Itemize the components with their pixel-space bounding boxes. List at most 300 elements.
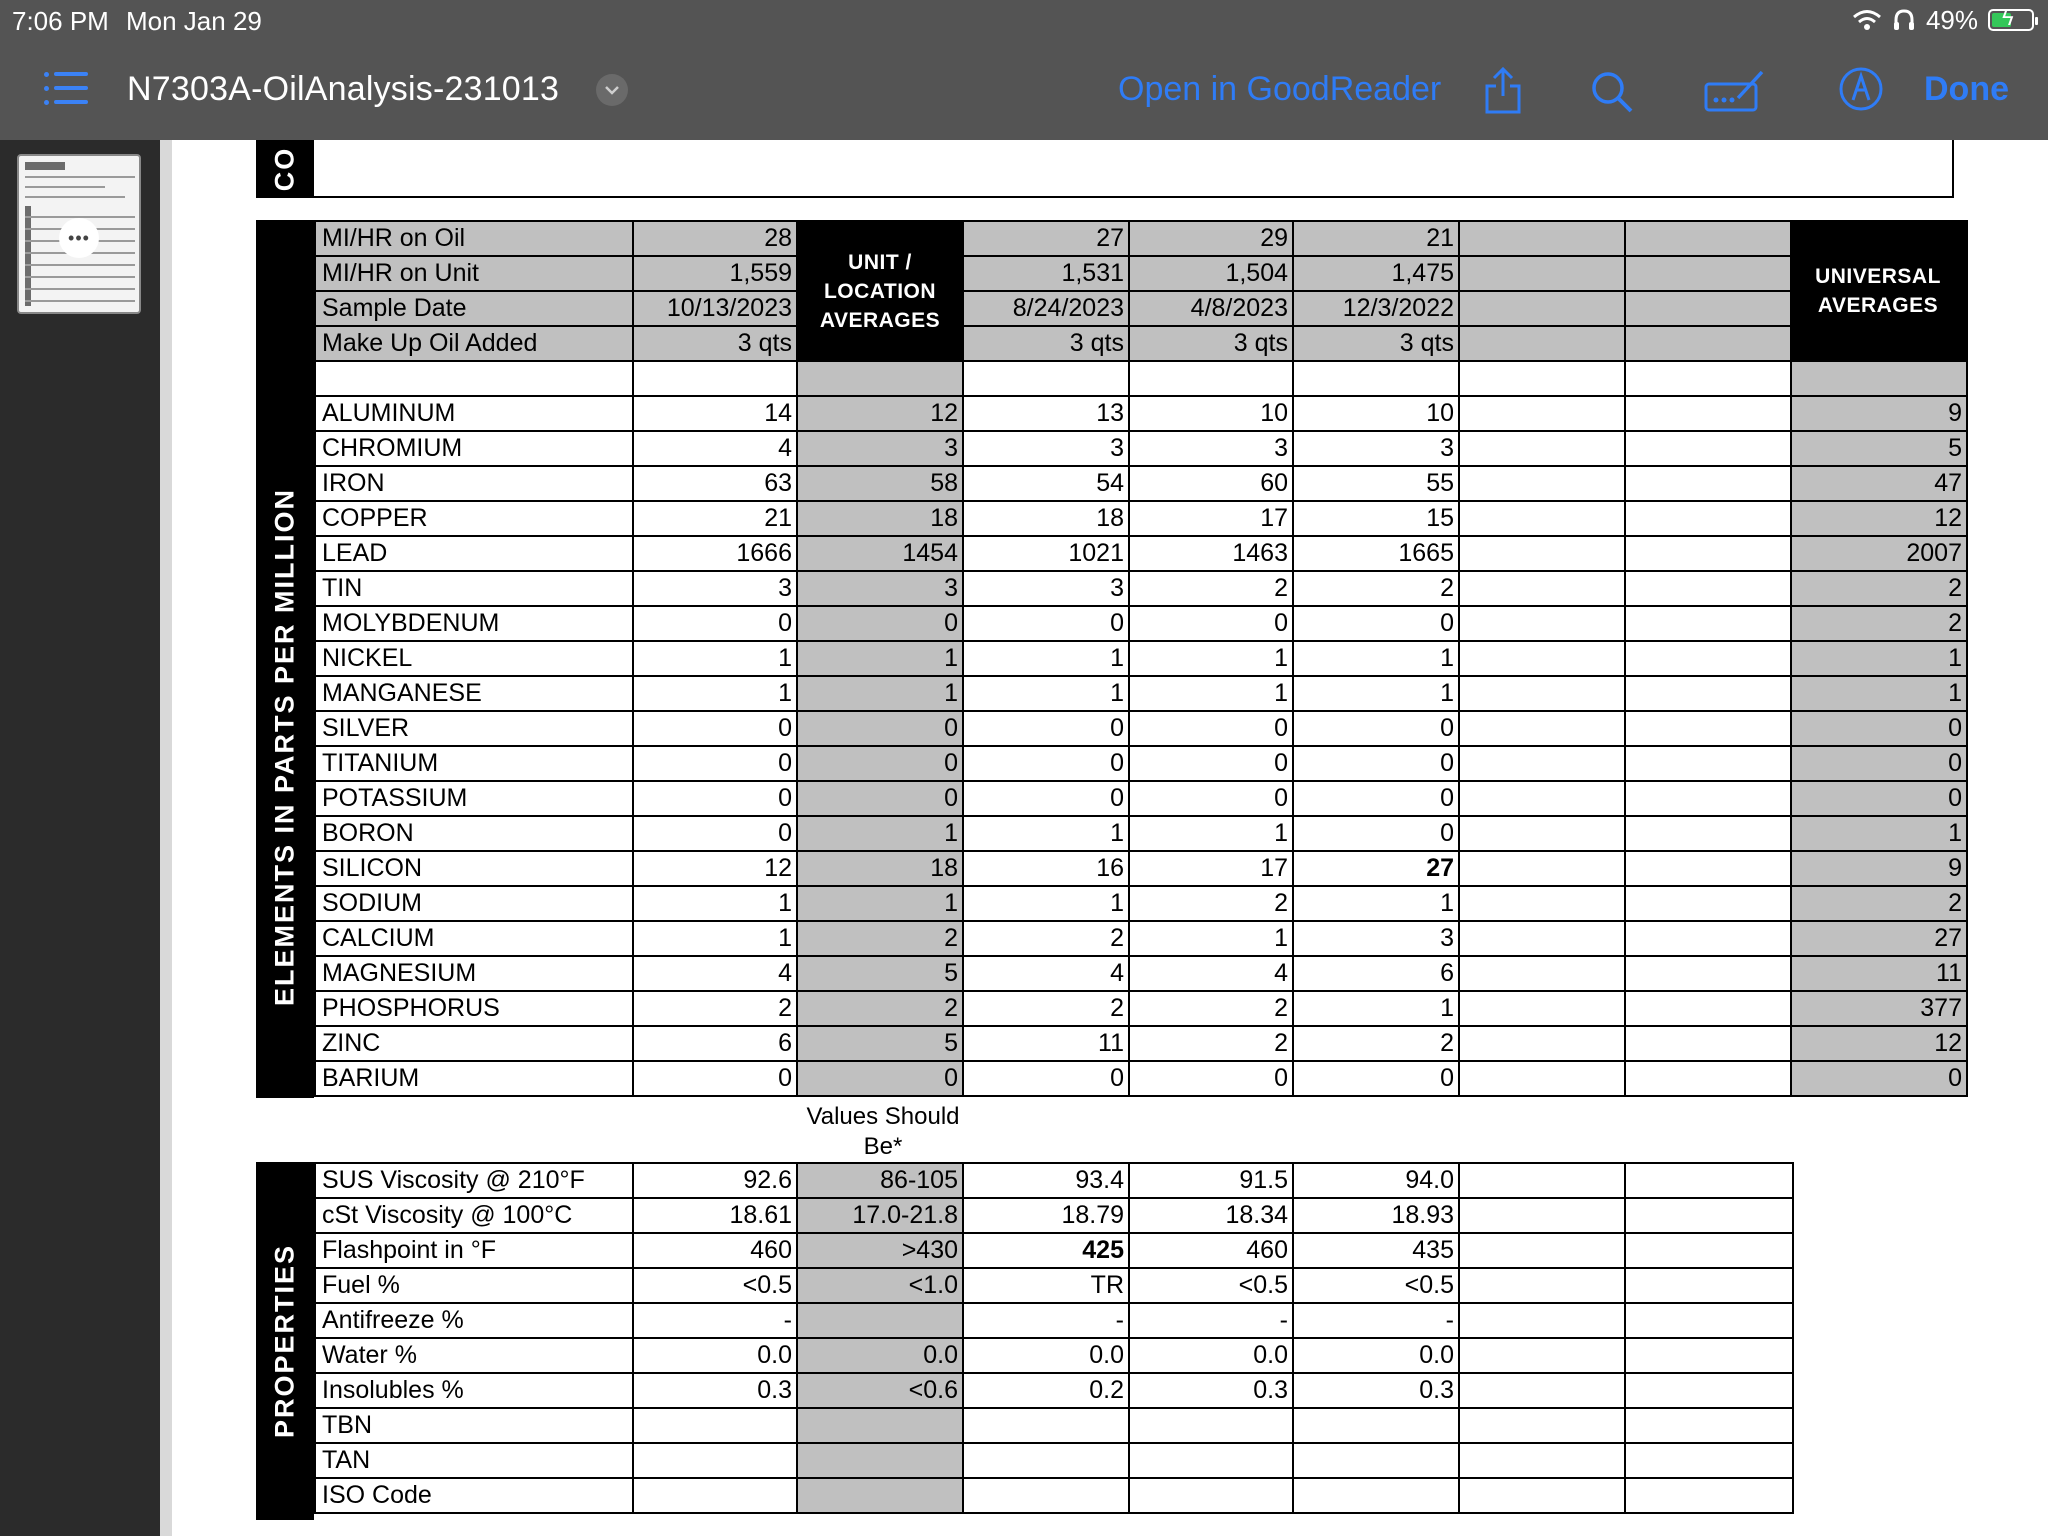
element-name: CALCIUM: [315, 921, 633, 956]
status-date: Mon Jan 29: [126, 6, 262, 36]
history-value: [1459, 606, 1625, 641]
element-name: COPPER: [315, 501, 633, 536]
history-value: [1459, 1268, 1625, 1303]
history-cell: 12/3/2022: [1293, 291, 1459, 326]
header-row: [315, 291, 1967, 326]
properties-table: [314, 1162, 1794, 1514]
history-value: 0: [1129, 781, 1293, 816]
current-value: 14: [633, 396, 797, 431]
element-row: [315, 396, 1967, 431]
universal-average-value: 377: [1791, 991, 1967, 1026]
history-value: 18.34: [1129, 1198, 1293, 1233]
empty-cell: [315, 361, 633, 396]
history-value: [1459, 886, 1625, 921]
history-value: [1459, 431, 1625, 466]
history-value: [1625, 816, 1791, 851]
row-label: Sample Date: [315, 291, 633, 326]
property-name: Water %: [315, 1338, 633, 1373]
header-row: [315, 221, 1967, 256]
history-value: [1459, 1338, 1625, 1373]
universal-average-value: 1: [1791, 816, 1967, 851]
history-value: [1293, 1443, 1459, 1478]
empty-cell: [963, 361, 1129, 396]
history-cell: 1,504: [1129, 256, 1293, 291]
history-value: [1459, 1061, 1625, 1096]
property-name: ISO Code: [315, 1478, 633, 1513]
element-row: [315, 431, 1967, 466]
history-value: 0.0: [963, 1338, 1129, 1373]
history-value: [1459, 466, 1625, 501]
history-value: [963, 1443, 1129, 1478]
property-name: TBN: [315, 1408, 633, 1443]
history-value: [1459, 781, 1625, 816]
empty-cell: [797, 361, 963, 396]
element-row: [315, 466, 1967, 501]
current-value: 0: [633, 816, 797, 851]
history-value: [1459, 746, 1625, 781]
unit-average-value: 5: [797, 1026, 963, 1061]
unit-average-value: 3: [797, 431, 963, 466]
unit-average-value: 2: [797, 921, 963, 956]
history-value: 0: [1293, 606, 1459, 641]
history-value: 1665: [1293, 536, 1459, 571]
history-value: [1625, 606, 1791, 641]
element-row: [315, 606, 1967, 641]
history-value: [1459, 991, 1625, 1026]
history-value: [1625, 536, 1791, 571]
history-value: 91.5: [1129, 1163, 1293, 1198]
values-should-be-note: Values Should Be*: [806, 1103, 960, 1160]
charging-bolt-icon: ϟ: [2002, 5, 2014, 30]
history-value: 2: [1293, 571, 1459, 606]
unit-average-value: 1454: [797, 536, 963, 571]
open-in-goodreader-button[interactable]: Open in GoodReader: [1118, 70, 1442, 108]
element-row: [315, 781, 1967, 816]
row-label: Make Up Oil Added: [315, 326, 633, 361]
should-be-value: >430: [797, 1233, 963, 1268]
history-value: [1625, 956, 1791, 991]
current-value: <0.5: [633, 1268, 797, 1303]
status-indicators: [1852, 4, 2034, 36]
history-value: 17: [1129, 851, 1293, 886]
history-value: [1459, 641, 1625, 676]
element-row: [315, 956, 1967, 991]
spacer-row: [315, 361, 1967, 396]
empty-cell: [633, 361, 797, 396]
universal-average-value: 0: [1791, 781, 1967, 816]
chevron-down-icon[interactable]: [596, 74, 628, 106]
element-row: [315, 536, 1967, 571]
current-value: 1: [633, 641, 797, 676]
wifi-icon: [1852, 8, 1882, 32]
top-bar: [0, 0, 2048, 140]
history-value: 55: [1293, 466, 1459, 501]
history-value: -: [1293, 1303, 1459, 1338]
history-value: [1625, 1303, 1793, 1338]
element-name: MAGNESIUM: [315, 956, 633, 991]
history-value: [1129, 1408, 1293, 1443]
history-value: 94.0: [1293, 1163, 1459, 1198]
universal-average-value: 12: [1791, 1026, 1967, 1061]
history-value: 17: [1129, 501, 1293, 536]
element-row: [315, 571, 1967, 606]
battery-icon: [1988, 5, 2034, 31]
property-row: [315, 1338, 1793, 1373]
element-row: [315, 746, 1967, 781]
page-thumbnail[interactable]: [17, 154, 141, 314]
done-button[interactable]: Done: [1924, 70, 2009, 108]
history-value: [1459, 1198, 1625, 1233]
share-icon[interactable]: [1482, 66, 1524, 116]
history-value: 3: [1129, 431, 1293, 466]
element-name: MANGANESE: [315, 676, 633, 711]
header-row: [315, 256, 1967, 291]
property-row: [315, 1443, 1793, 1478]
history-value: [1625, 1443, 1793, 1478]
history-value: 1: [1129, 921, 1293, 956]
history-value: 1: [963, 641, 1129, 676]
unit-average-value: 0: [797, 606, 963, 641]
current-value: 0.0: [633, 1338, 797, 1373]
header-row: [315, 326, 1967, 361]
property-row: [315, 1268, 1793, 1303]
history-value: 4: [1129, 956, 1293, 991]
should-be-value: 0.0: [797, 1338, 963, 1373]
empty-cell: [1459, 361, 1625, 396]
element-name: BORON: [315, 816, 633, 851]
property-name: TAN: [315, 1443, 633, 1478]
history-value: 1: [1293, 886, 1459, 921]
history-value: 2: [963, 921, 1129, 956]
history-value: 54: [963, 466, 1129, 501]
thumbnail-sidebar: [0, 140, 160, 1536]
current-value: 1666: [633, 536, 797, 571]
unit-average-value: 58: [797, 466, 963, 501]
history-value: [1459, 501, 1625, 536]
unit-average-value: 0: [797, 711, 963, 746]
search-icon[interactable]: [1590, 70, 1634, 114]
history-cell: 8/24/2023: [963, 291, 1129, 326]
current-value: 0: [633, 606, 797, 641]
current-value: 63: [633, 466, 797, 501]
universal-averages-header: UNIVERSAL AVERAGES: [1790, 220, 1966, 362]
history-value: 3: [1293, 921, 1459, 956]
history-value: 2: [1293, 1026, 1459, 1061]
history-value: 425: [963, 1233, 1129, 1268]
properties-section-label: PROPERTIES: [256, 1162, 314, 1520]
history-value: [1625, 1163, 1793, 1198]
history-value: 0.3: [1129, 1373, 1293, 1408]
history-value: 1: [1129, 641, 1293, 676]
element-name: NICKEL: [315, 641, 633, 676]
history-value: [1459, 711, 1625, 746]
history-value: [1129, 1478, 1293, 1513]
status-time: 7:06 PM: [12, 6, 109, 36]
history-value: [1625, 466, 1791, 501]
universal-average-value: 47: [1791, 466, 1967, 501]
should-be-value: [797, 1303, 963, 1338]
current-sample-cell: 1,559: [633, 256, 797, 291]
history-value: [1625, 571, 1791, 606]
element-name: CHROMIUM: [315, 431, 633, 466]
history-cell: 27: [963, 221, 1129, 256]
history-value: [1459, 1026, 1625, 1061]
property-name: Flashpoint in °F: [315, 1233, 633, 1268]
history-value: [1459, 1163, 1625, 1198]
history-value: 3: [963, 571, 1129, 606]
property-row: [315, 1198, 1793, 1233]
history-value: -: [963, 1303, 1129, 1338]
history-value: [1625, 851, 1791, 886]
current-value: 18.61: [633, 1198, 797, 1233]
history-cell: 21: [1293, 221, 1459, 256]
element-row: [315, 886, 1967, 921]
current-value: 12: [633, 851, 797, 886]
history-value: 0: [1293, 746, 1459, 781]
history-value: 3: [1293, 431, 1459, 466]
element-name: LEAD: [315, 536, 633, 571]
current-value: 0: [633, 746, 797, 781]
history-value: 10: [1129, 396, 1293, 431]
history-cell: [1459, 221, 1625, 256]
history-value: 1021: [963, 536, 1129, 571]
markup-icon[interactable]: [1704, 68, 1768, 112]
history-value: [1459, 1408, 1625, 1443]
universal-average-value: 11: [1791, 956, 1967, 991]
unit-average-value: 1: [797, 816, 963, 851]
history-value: 6: [1293, 956, 1459, 991]
history-cell: 29: [1129, 221, 1293, 256]
universal-average-value: 2: [1791, 886, 1967, 921]
universal-average-value: 12: [1791, 501, 1967, 536]
universal-average-value: 0: [1791, 1061, 1967, 1096]
current-value: 0.3: [633, 1373, 797, 1408]
history-value: [1459, 676, 1625, 711]
should-be-value: [797, 1408, 963, 1443]
history-cell: 3 qts: [963, 326, 1129, 361]
element-name: PHOSPHORUS: [315, 991, 633, 1026]
history-value: 93.4: [963, 1163, 1129, 1198]
history-value: [1625, 921, 1791, 956]
element-row: [315, 1061, 1967, 1096]
history-value: [1625, 1198, 1793, 1233]
universal-average-value: 9: [1791, 396, 1967, 431]
history-value: [1625, 1338, 1793, 1373]
history-value: 16: [963, 851, 1129, 886]
history-value: -: [1129, 1303, 1293, 1338]
history-cell: [1625, 221, 1791, 256]
history-value: 1: [963, 816, 1129, 851]
should-be-value: [797, 1478, 963, 1513]
history-value: <0.5: [1129, 1268, 1293, 1303]
element-name: SILICON: [315, 851, 633, 886]
history-value: 1463: [1129, 536, 1293, 571]
current-value: -: [633, 1303, 797, 1338]
history-value: 11: [963, 1026, 1129, 1061]
history-value: 0: [1293, 711, 1459, 746]
current-value: 4: [633, 956, 797, 991]
history-value: 0: [1129, 606, 1293, 641]
element-name: IRON: [315, 466, 633, 501]
unit-average-value: 1: [797, 641, 963, 676]
element-name: BARIUM: [315, 1061, 633, 1096]
history-value: 435: [1293, 1233, 1459, 1268]
history-value: [1459, 1373, 1625, 1408]
history-value: TR: [963, 1268, 1129, 1303]
elements-section-label: ELEMENTS IN PARTS PER MILLION: [256, 220, 314, 1098]
property-row: [315, 1373, 1793, 1408]
elements-table: [314, 220, 1968, 1097]
universal-average-value: 2007: [1791, 536, 1967, 571]
history-cell: 1,531: [963, 256, 1129, 291]
current-value: 1: [633, 886, 797, 921]
history-value: 0: [1129, 711, 1293, 746]
history-value: [1459, 921, 1625, 956]
history-value: 10: [1293, 396, 1459, 431]
history-value: 0: [1293, 1061, 1459, 1096]
universal-average-value: 1: [1791, 641, 1967, 676]
should-be-value: 17.0-21.8: [797, 1198, 963, 1233]
element-row: [315, 816, 1967, 851]
property-name: SUS Viscosity @ 210°F: [315, 1163, 633, 1198]
element-name: SODIUM: [315, 886, 633, 921]
element-name: ALUMINUM: [315, 396, 633, 431]
current-sample-cell: 10/13/2023: [633, 291, 797, 326]
history-value: 0: [1293, 816, 1459, 851]
history-cell: 4/8/2023: [1129, 291, 1293, 326]
current-value: 0: [633, 711, 797, 746]
page-gutter: [160, 140, 172, 1536]
universal-average-value: 27: [1791, 921, 1967, 956]
history-value: 1: [1129, 816, 1293, 851]
battery-percent: 49%: [1925, 4, 1978, 35]
current-value: 2: [633, 991, 797, 1026]
row-label: MI/HR on Unit: [315, 256, 633, 291]
empty-cell: [1293, 361, 1459, 396]
history-value: 18: [963, 501, 1129, 536]
current-value: [633, 1478, 797, 1513]
history-value: [1459, 1443, 1625, 1478]
element-name: POTASSIUM: [315, 781, 633, 816]
history-cell: 3 qts: [1129, 326, 1293, 361]
history-value: [1293, 1408, 1459, 1443]
unit-average-value: 12: [797, 396, 963, 431]
current-sample-cell: 3 qts: [633, 326, 797, 361]
history-value: 2: [1129, 1026, 1293, 1061]
history-value: 4: [963, 956, 1129, 991]
history-value: [1293, 1478, 1459, 1513]
history-value: [1625, 991, 1791, 1026]
current-value: 0: [633, 781, 797, 816]
element-row: [315, 501, 1967, 536]
history-value: [1459, 956, 1625, 991]
history-value: [1459, 396, 1625, 431]
history-value: 1: [1293, 676, 1459, 711]
pen-circle-icon[interactable]: [1838, 66, 1884, 112]
history-value: 18.93: [1293, 1198, 1459, 1233]
empty-cell: [1791, 361, 1967, 396]
unit-average-value: 1: [797, 886, 963, 921]
history-value: [1459, 571, 1625, 606]
more-icon[interactable]: •••: [59, 218, 99, 258]
element-row: [315, 1026, 1967, 1061]
history-value: 0: [963, 781, 1129, 816]
history-value: [1625, 1268, 1793, 1303]
element-name: TITANIUM: [315, 746, 633, 781]
property-row: [315, 1408, 1793, 1443]
history-value: 1: [963, 676, 1129, 711]
unit-average-value: 0: [797, 781, 963, 816]
current-value: [633, 1443, 797, 1478]
document-title[interactable]: N7303A-OilAnalysis-231013: [127, 70, 560, 108]
history-value: 18.79: [963, 1198, 1129, 1233]
history-value: 13: [963, 396, 1129, 431]
history-value: [1459, 1233, 1625, 1268]
comments-label: CO: [256, 140, 314, 198]
history-value: 1: [963, 886, 1129, 921]
history-value: [1625, 641, 1791, 676]
history-value: [1625, 1233, 1793, 1268]
should-be-value: <0.6: [797, 1373, 963, 1408]
universal-average-value: 1: [1791, 676, 1967, 711]
history-value: [1625, 1026, 1791, 1061]
current-value: 1: [633, 921, 797, 956]
history-value: 0: [963, 711, 1129, 746]
should-be-value: <1.0: [797, 1268, 963, 1303]
comments-box: [314, 140, 1954, 198]
unit-average-value: 18: [797, 851, 963, 886]
universal-average-value: 9: [1791, 851, 1967, 886]
current-value: 0: [633, 1061, 797, 1096]
history-value: [1625, 711, 1791, 746]
history-value: 1: [1129, 676, 1293, 711]
property-row: [315, 1233, 1793, 1268]
property-name: Insolubles %: [315, 1373, 633, 1408]
current-value: 4: [633, 431, 797, 466]
history-value: 0: [963, 606, 1129, 641]
history-cell: [1459, 256, 1625, 291]
history-value: 0: [963, 1061, 1129, 1096]
history-cell: [1625, 291, 1791, 326]
should-be-value: 86-105: [797, 1163, 963, 1198]
history-value: 1: [1293, 991, 1459, 1026]
unit-average-value: 3: [797, 571, 963, 606]
property-row: [315, 1478, 1793, 1513]
property-name: cSt Viscosity @ 100°C: [315, 1198, 633, 1233]
history-value: 0.3: [1293, 1373, 1459, 1408]
unit-average-value: 1: [797, 676, 963, 711]
history-cell: 1,475: [1293, 256, 1459, 291]
history-value: 2: [963, 991, 1129, 1026]
history-value: 27: [1293, 851, 1459, 886]
current-sample-cell: 28: [633, 221, 797, 256]
list-icon[interactable]: [44, 72, 88, 106]
history-cell: [1625, 256, 1791, 291]
element-name: ZINC: [315, 1026, 633, 1061]
history-value: 0: [963, 746, 1129, 781]
property-name: Antifreeze %: [315, 1303, 633, 1338]
history-value: [1625, 676, 1791, 711]
history-value: 0.2: [963, 1373, 1129, 1408]
history-value: 15: [1293, 501, 1459, 536]
empty-cell: [1625, 361, 1791, 396]
history-value: [963, 1408, 1129, 1443]
history-value: [1625, 886, 1791, 921]
element-row: [315, 676, 1967, 711]
unit-average-value: 2: [797, 991, 963, 1026]
history-value: [1129, 1443, 1293, 1478]
history-value: [1625, 781, 1791, 816]
